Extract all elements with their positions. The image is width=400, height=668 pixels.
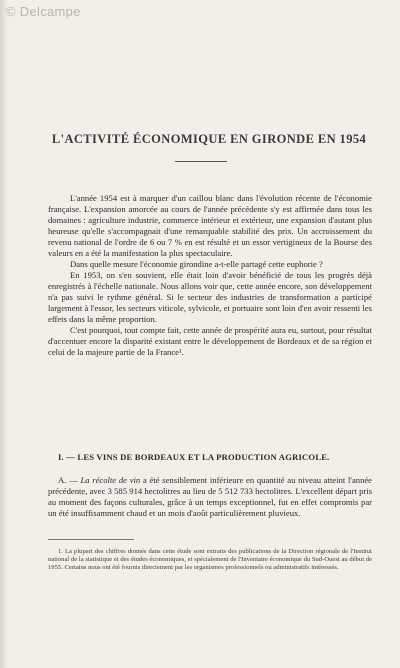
intro-text: [48, 193, 372, 358]
paragraph: L'année 1954 est à marquer d'un caillou blanc dans l'évolution récente de l'économie française. L'expansion amorcée au cours de l'année précédente s'y est affirmée dans tous les domaines : agriculture industrie, commerce intérieur et extérieur, une expansion d'autant plus heureuse qu'elle s'accompagnait d'une remarquable stabilité des prix. Un accroissement du revenu national de l'ordre de 6 ou 7 % en est résulté et un essor vertigineux de la Bourse des valeurs en a été la manifestation la plus spectaculaire.: [48, 193, 372, 258]
section-lead-italic: La récolte de vin: [80, 475, 141, 485]
page-title: L'ACTIVITÉ ÉCONOMIQUE EN GIRONDE EN 1954: [51, 132, 367, 146]
page-spine-shadow: [0, 0, 8, 668]
watermark: © Delcampe: [6, 4, 81, 19]
footnote: [48, 548, 372, 573]
title-divider: [175, 161, 227, 162]
section-text: [48, 475, 372, 519]
paragraph: Dans quelle mesure l'économie girondine a-t-elle partagé cette euphorie ?: [70, 259, 323, 269]
section-heading: I. — LES VINS DE BORDEAUX ET LA PRODUCTION AGRICOLE.: [58, 452, 330, 462]
section-lead: A. —: [58, 475, 81, 485]
paragraph: En 1953, on s'en souvient, elle était loin d'avoir bénéficié de tous les progrès déjà enregistrés à l'échelle nationale. Nous allons voir que, cette année encore, son développement n'a pas suivi le rythme général. Si le secteur des industries de transformation a participé largement à l'essor, les secteurs viticole, sylvicole, et portuaire sont loin d'en avoir ressenti les effets dans la même proportion.: [48, 270, 372, 324]
paragraph: C'est pourquoi, tout compte fait, cette année de prospérité aura eu, surtout, pour résultat d'accentuer encore la disparité existant entre le développement de Bordeaux et de sa région et celui de la majeure partie de la France¹.: [48, 325, 372, 357]
footnote-text: 1. La plupart des chiffres donnés dans cette étude sont extraits des publications de la Direction régionale de l'Institut national de la statistique et des études économiques, et spécialement de l'Inventaire économique du Sud-Ouest au début de 1955. Certains nous ont été fournis directement par les organismes professionnels ou administratifs intéressés.: [48, 548, 372, 572]
footnote-divider: [48, 539, 134, 540]
section-paragraph: [48, 475, 372, 519]
section-body: a été sensiblement inférieure en quantité au niveau atteint l'année précédente, avec 3 585 914 hectolitres au lieu de 5 512 733 hectolitres. L'excellent départ pris au moment des façons culturales, grâce à un temps exceptionnel, fut en effet compromis par un été insuffisamment chaud et un mois d'août particulièrement pluvieux.: [48, 475, 372, 518]
